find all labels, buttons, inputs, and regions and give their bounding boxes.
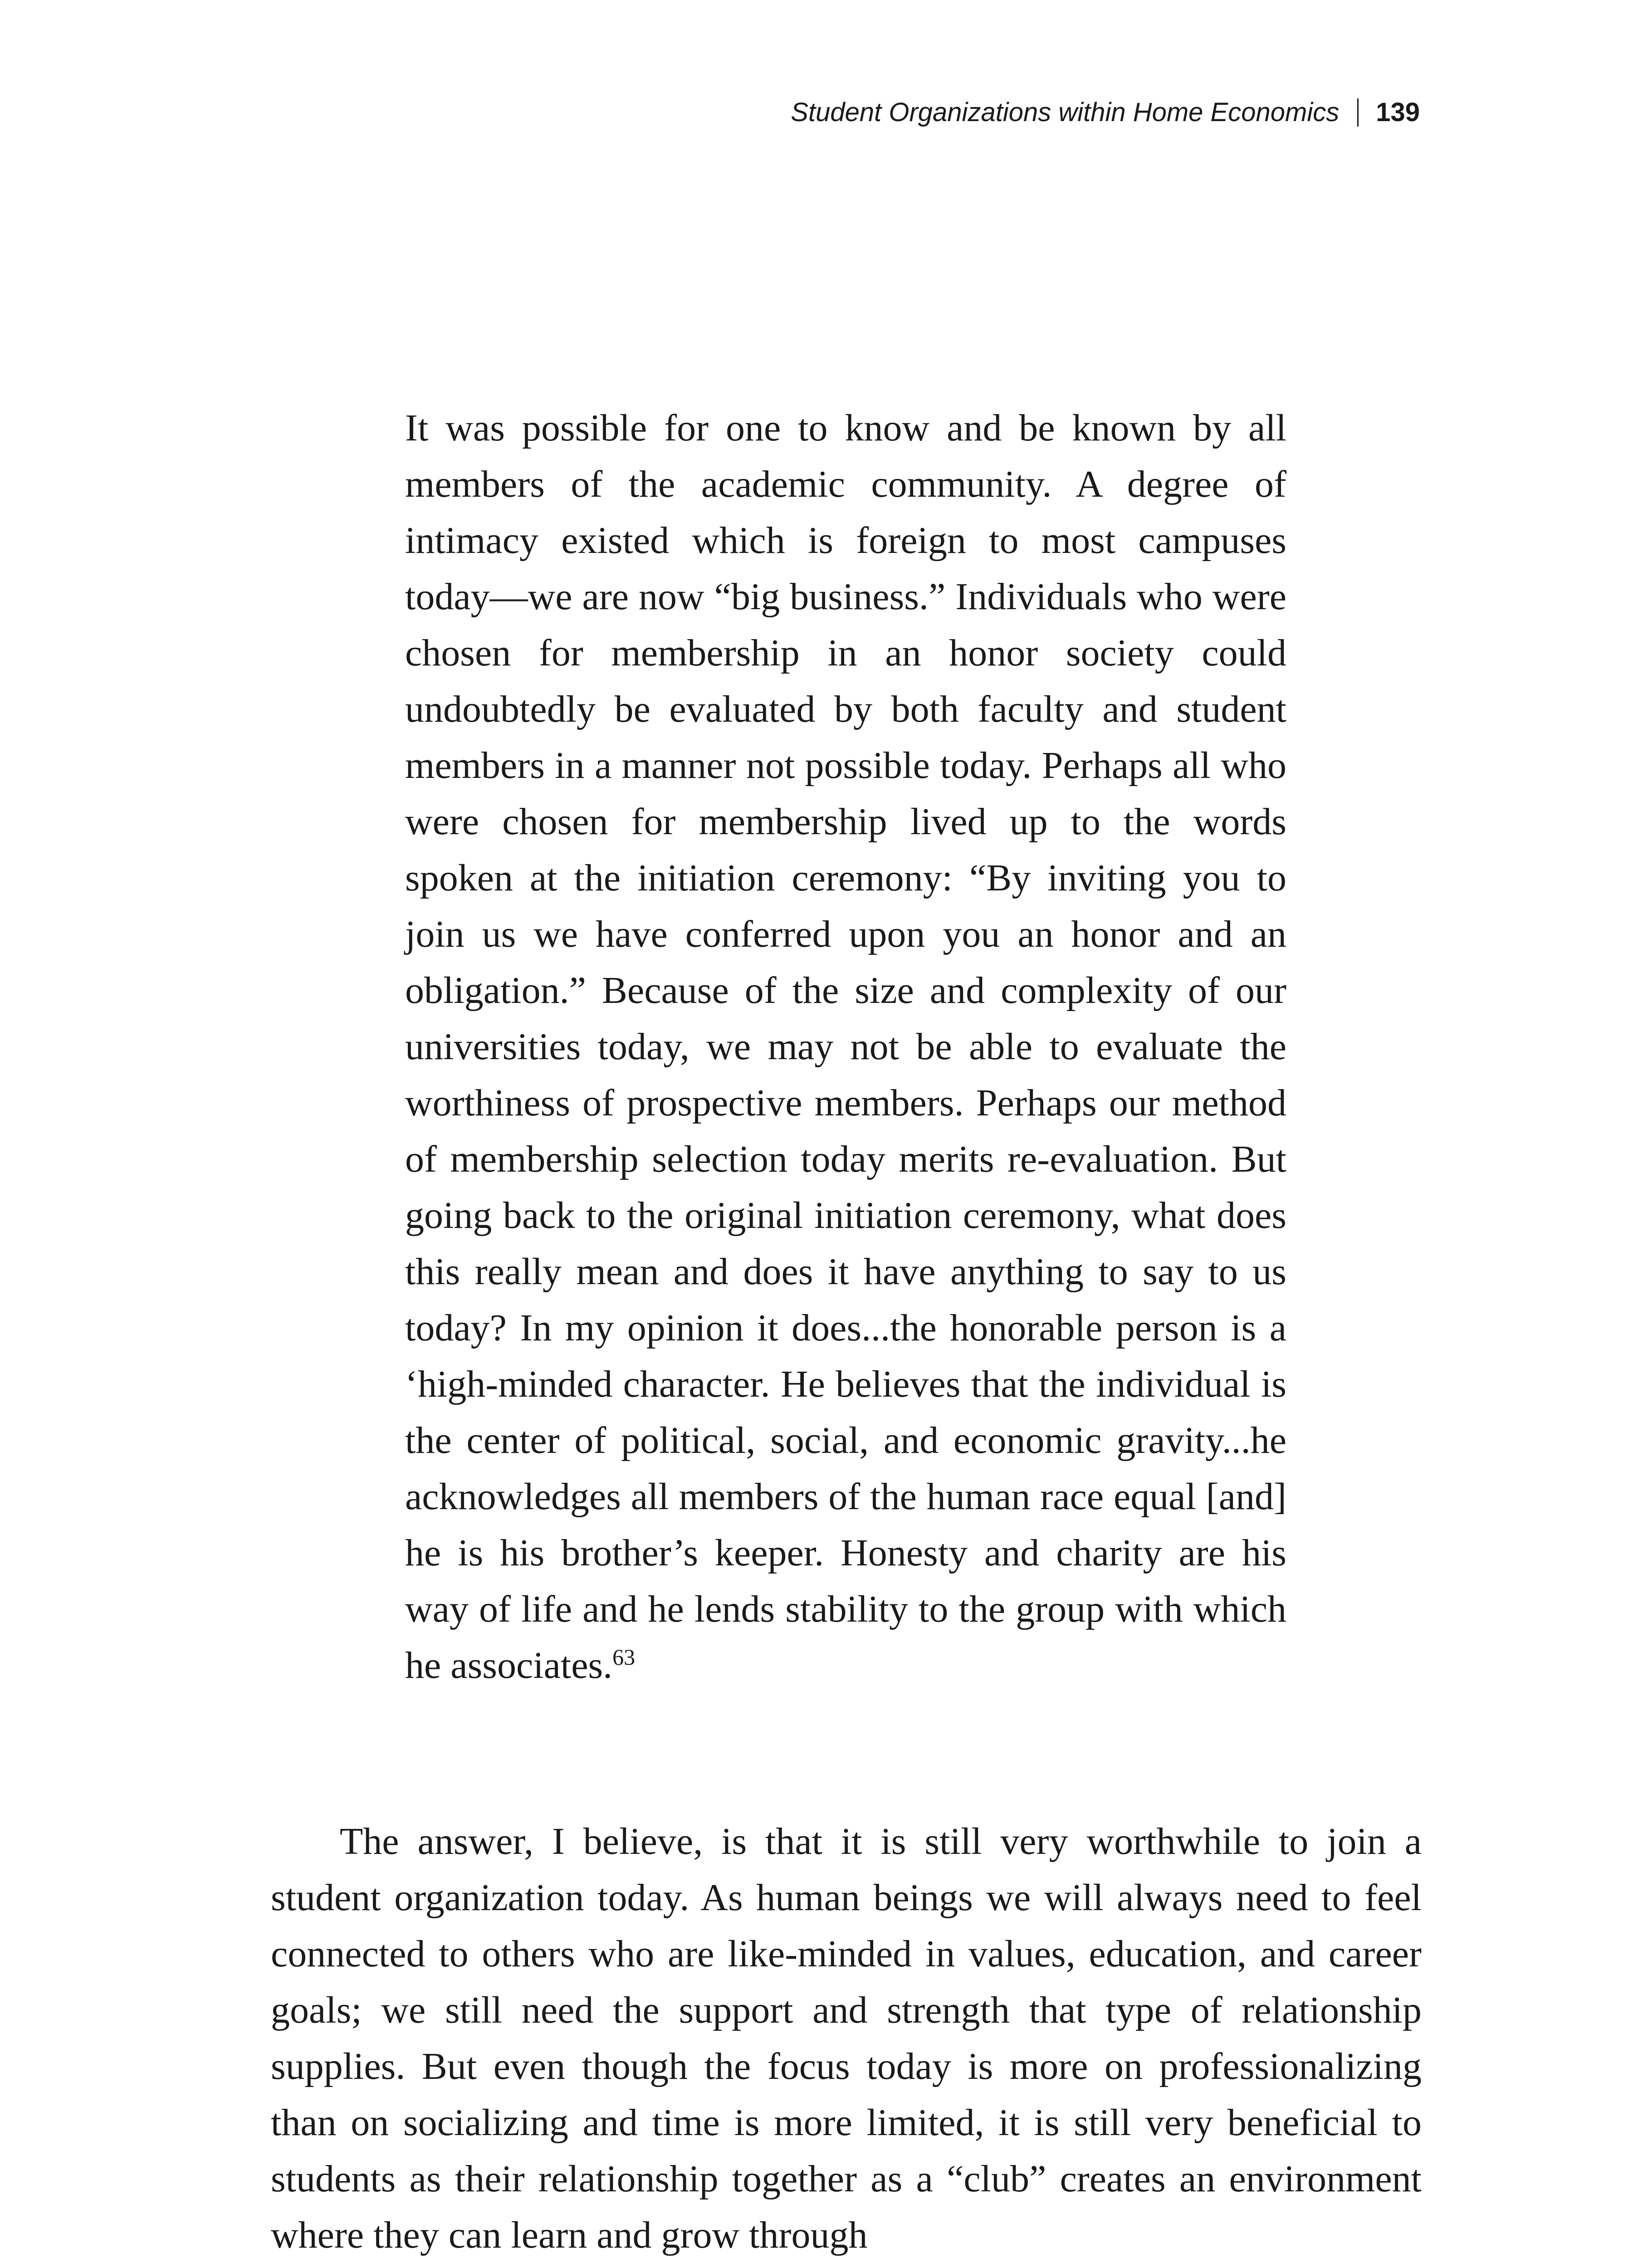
running-head: [791, 94, 1420, 131]
running-head-separator: [1357, 98, 1359, 127]
body-paragraph: The answer, I believe, is that it is still very worthwhile to join a student organization today. As human beings we will always need to feel connected to others who are like-minded in values, education, and career goals; we still need the support and strength that type of relationship supplies. But even though the focus today is more on professionalizing than on socializing and time is more limited, it is still very beneficial to students as their relationship together as a “club” creates an environment where they can learn and grow through: [271, 1820, 1422, 2256]
block-quote: [405, 400, 1286, 1694]
page-number: 139: [1376, 98, 1420, 127]
running-head-title: Student Organizations within Home Economics: [791, 98, 1340, 127]
block-quote-text: It was possible for one to know and be known by all members of the academic community. A degree of intimacy existed which is foreign to most campuses today—we are now “big business.” Individuals who were chosen for membership in an honor society could undoubtedly be evaluated by both faculty and student members in a manner not possible today. Perhaps all who were chosen for membership lived up to the words spoken at the initiation ceremony: “By inviting you to join us we have conferred upon you an honor and an obligation.” Because of the size and complexity of our universities today, we may not be able to evaluate the worthiness of prospective members. Perhaps our method of membership selection today merits re-evaluation. But going back to the original initiation ceremony, what does this really mean and does it have anything to say to us today? In my opinion it does...the honorable person is a ‘high-minded character. He believes that the individual is the center of political, social, and economic gravity...he acknowledges all members of the human race equal [and] he is his brother’s keeper. Honesty and charity are his way of life and he lends stability to the group with which he associates.: [405, 407, 1286, 1686]
footnote-reference: 63: [612, 1644, 636, 1670]
